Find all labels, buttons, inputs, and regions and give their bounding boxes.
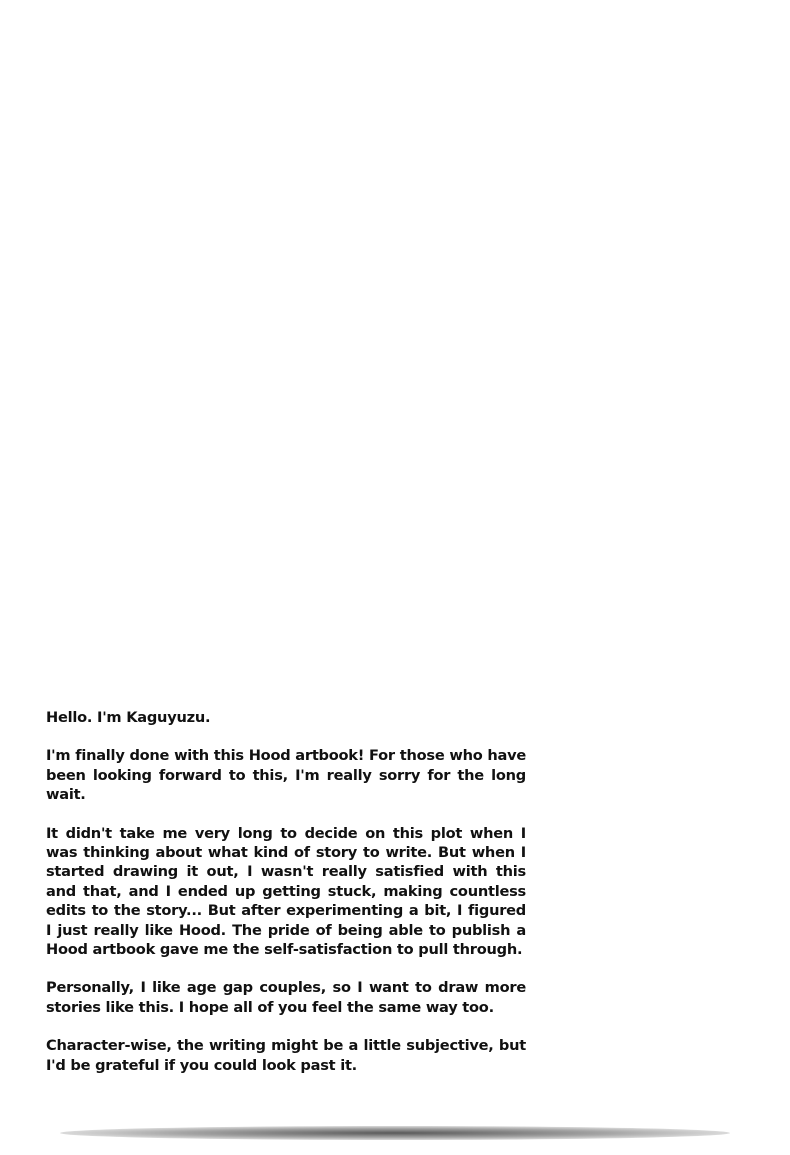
- paragraph-character-note: Character-wise, the writing might be a little subjective, but I'd be grateful if you could look past it.: [46, 1037, 526, 1074]
- paragraph-artbook-done: I'm finally done with this Hood artbook! For those who have been looking forward to this, I'm really sorry for the long wait.: [46, 747, 526, 804]
- paragraph-age-gap: Personally, I like age gap couples, so I want to draw more stories like this. I hope all of you feel the same way too.: [46, 979, 526, 1016]
- afterword-text-block: [46, 708, 526, 1094]
- paragraph-story-process: It didn't take me very long to decide on this plot when I was thinking about what kind of story to write. But when I started drawing it out, I wasn't really satisfied with this and that, and I ended up getting stuck, making countless edits to the story... But after experimenting a bit, I figured I just really like Hood. The pride of being able to publish a Hood artbook gave me the self-satisfaction to pull through.: [46, 824, 526, 959]
- greeting-line: Hello. I'm Kaguyuzu.: [46, 709, 211, 726]
- page-drop-shadow: [60, 1126, 730, 1140]
